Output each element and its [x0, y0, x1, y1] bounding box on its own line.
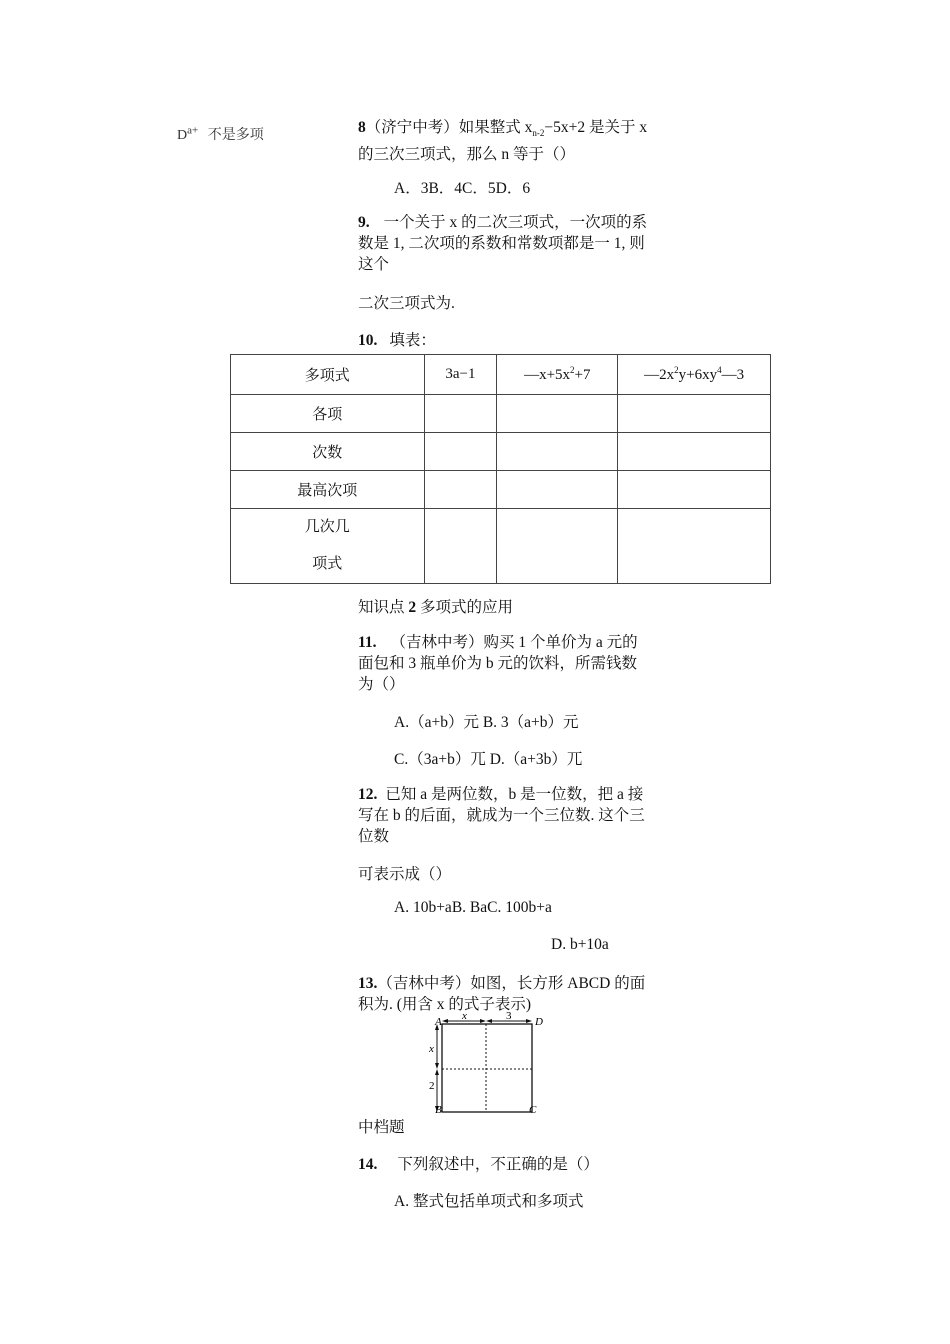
question-14-option-a: A. 整式包括单项式和多项式 [394, 1193, 584, 1210]
question-8-options: A．3B．4C．5D．6 [394, 180, 531, 197]
question-text: 填表： [389, 332, 436, 349]
fragment-letter: D [177, 128, 188, 143]
question-11-option-1: A.（a+b）元 B. 3（a+b）元 [394, 714, 579, 731]
top-x-label: x [462, 1010, 467, 1022]
table-cell [497, 395, 618, 433]
table-header-row [231, 355, 771, 395]
question-9 [358, 212, 648, 275]
table-cell [618, 471, 771, 509]
table-cell [424, 395, 497, 433]
question-text: 一个关于 x 的二次三项式，一次项的系数是 1, 二次项的系数和常数项都是一 1, 则这个 [358, 214, 648, 273]
question-number: 10. [358, 332, 378, 349]
table-cell [497, 509, 618, 584]
difficulty-heading: 中档题 [358, 1119, 405, 1136]
question-11-option-2: C.（3a+b）兀 D.（a+3b）兀 [394, 751, 583, 768]
table-cell [618, 433, 771, 471]
question-number: 9. [358, 214, 370, 231]
table-cell [618, 509, 771, 584]
row-label: 几次几 项式 [231, 509, 425, 584]
question-number: 14. [358, 1156, 378, 1173]
question-number: 12. [358, 786, 378, 803]
question-8 [358, 117, 648, 165]
question-12-line2: 可表示成（） [358, 866, 452, 883]
rectangle-abcd-figure [420, 1010, 550, 1118]
question-11 [358, 632, 648, 695]
fragment-text: 不是多项 [207, 128, 264, 143]
table-row [231, 471, 771, 509]
question-text: 已知 a 是两位数，b 是一位数，把 a 接写在 b 的后面，就成为一个三位数. 这个三位数 [358, 786, 645, 845]
question-13 [358, 973, 648, 1015]
question-12-option-2: D. b+10a [551, 936, 609, 953]
row-label: 各项 [231, 395, 425, 433]
table-cell [618, 395, 771, 433]
table-row [231, 395, 771, 433]
subscript: n-2 [532, 128, 545, 139]
top-3-label: 3 [506, 1010, 512, 1022]
fragment-sup: a+ [187, 124, 199, 137]
vertex-d-label: D [535, 1016, 543, 1028]
table-cell [424, 433, 497, 471]
side-x-label: x [429, 1043, 434, 1055]
table-row [231, 509, 771, 584]
header-col-3: $—2x^2y+6xy^4—3$ [618, 355, 771, 395]
question-number: 8 [358, 119, 366, 136]
row-label: 最高次项 [231, 471, 425, 509]
table-row [231, 433, 771, 471]
question-14 [358, 1152, 599, 1174]
header-col-1: 3a−1 [424, 355, 497, 395]
question-number: 13. [358, 975, 378, 992]
question-9-line2: 二次三项式为. [358, 295, 455, 312]
question-text: 下列叙述中，不正确的是（） [397, 1156, 599, 1173]
question-text: （吉林中考）购买 1 个单价为 a 元的面包和 3 瓶单价为 b 元的饮料，所需钱数为（） [358, 634, 638, 693]
side-2-label: 2 [429, 1080, 435, 1092]
question-text: （济宁中考）如果整式 x [365, 119, 533, 136]
row-label: 次数 [231, 433, 425, 471]
clipped-fragment [177, 124, 264, 144]
question-text: （吉林中考）如图，长方形 ABCD 的面积为. (用含 x 的式子表示) [358, 975, 646, 1013]
question-text: −5x+2 是关于 x 的三次三项式，那么 n 等于（） [358, 119, 648, 164]
question-12-option-1: A. 10b+aB. BaC. 100b+a [394, 899, 552, 916]
question-number: 11. [358, 634, 377, 651]
header-col-2: $—x+5x^2+7$ [497, 355, 618, 395]
table-cell [424, 471, 497, 509]
table-cell [497, 433, 618, 471]
header-label: 多项式 [231, 355, 425, 395]
vertex-b-label: B [435, 1104, 442, 1116]
vertex-c-label: C [529, 1104, 537, 1116]
table-cell [424, 509, 497, 584]
section-heading: 知识点 2 多项式的应用 [358, 599, 514, 616]
question-12 [358, 784, 648, 847]
vertex-a-label: A [435, 1016, 442, 1028]
polynomial-table [230, 354, 771, 584]
question-10 [358, 328, 436, 350]
table-cell [497, 471, 618, 509]
